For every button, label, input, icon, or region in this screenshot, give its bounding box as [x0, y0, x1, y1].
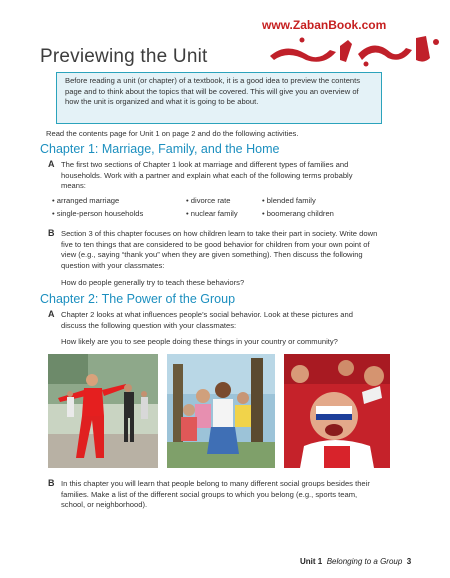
- term-item: • arranged marriage: [52, 196, 120, 205]
- chapter2-a-letter: A: [48, 309, 55, 319]
- chapter1-b-letter: B: [48, 228, 55, 238]
- page-number: 3: [406, 557, 412, 566]
- site-url: www.ZabanBook.com: [262, 18, 387, 32]
- chapter1-a-text: The first two sections of Chapter 1 look at marriage and different types of families and households. Work with a partner and explain what each of the following terms probably means:: [61, 160, 353, 191]
- term-item: • boomerang children: [262, 209, 334, 218]
- term-item: • single-person households: [52, 209, 144, 218]
- footer-unit-title: Belonging to a Group: [326, 557, 403, 566]
- photo-sports-fans: [284, 354, 390, 468]
- chapter2-a-question: How likely are you to see people doing these things in your country or community?: [61, 337, 338, 346]
- zabanbook-logo: [266, 32, 444, 68]
- chapter2-b-text: In this chapter you will learn that people belong to many different social groups besides their families. Make a list of the different social groups to which you belong (e.g., sports team, school, or neighborhood).: [61, 479, 370, 510]
- chapter2-title: Chapter 2: The Power of the Group: [40, 292, 236, 306]
- chapter1-a-letter: A: [48, 159, 55, 169]
- chapter1-b-text: Section 3 of this chapter focuses on how children learn to take their part in society. Write down five to ten things that are considered to be good behavior for children from your own point of view (e.g., saying “thank you” when they are given something). Then discuss the following question with your classmates:: [61, 229, 378, 270]
- chapter1-title: Chapter 1: Marriage, Family, and the Home: [40, 142, 280, 156]
- photo-friends-group: [167, 354, 275, 468]
- instruction-text: Read the contents page for Unit 1 on page 2 and do the following activities.: [46, 129, 299, 138]
- term-item: • blended family: [262, 196, 316, 205]
- term-item: • divorce rate: [186, 196, 231, 205]
- page-footer: [300, 557, 411, 566]
- terms-list: [52, 196, 392, 224]
- intro-box: [56, 72, 382, 124]
- chapter1-b-question: How do people generally try to teach these behaviors?: [61, 278, 245, 287]
- intro-text: Before reading a unit (or chapter) of a textbook, it is a good idea to preview the contents page and to think about the topics that will be covered. This will give you an overview of how the unit is organized and what it is going to be about.: [65, 76, 361, 107]
- term-item: • nuclear family: [186, 209, 238, 218]
- photo-tai-chi-group: [48, 354, 158, 468]
- footer-unit: Unit 1: [300, 557, 323, 566]
- chapter2-b-letter: B: [48, 478, 55, 488]
- section-title: Previewing the Unit: [40, 46, 208, 67]
- chapter2-a-text: Chapter 2 looks at what influences people’s social behavior. Look at these pictures and discuss the following question with your classmates:: [61, 310, 353, 330]
